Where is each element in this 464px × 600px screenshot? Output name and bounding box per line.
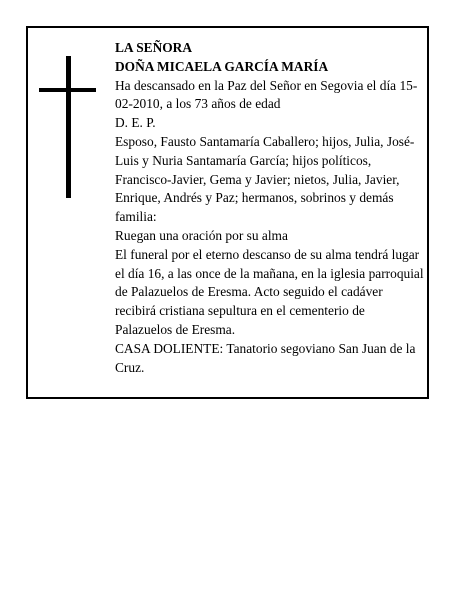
funeral-paragraph: El funeral por el eterno descanso de su alma tendrá lugar el día 16, a las once de la mañana, en la iglesia parroquial de Palazuelos de Eresma. Acto seguido el cadáver recibirá cristiana sepultura en el cementerio de Palazuelos de Eresma. [115,246,424,337]
obituary-notice [26,26,429,399]
deceased-name: DOÑA MICAELA GARCÍA MARÍA [115,58,329,74]
prayer-request: Ruegan una oración por su alma [115,227,288,243]
casa-doliente: CASA DOLIENTE: Tanatorio segoviano San Juan de la Cruz. [115,340,416,375]
family-paragraph: Esposo, Fausto Santamaría Caballero; hijos, Julia, José-Luis y Nuria Santamaría García; hijos políticos, Francisco-Javier, Gema y Javier; nietos, Julia, Javier, Enrique, Andrés y Paz; hermanos, sobrinos y demás familia: [115,133,415,225]
cross-horizontal-bar [39,88,96,92]
death-statement: Ha descansado en la Paz del Señor en Segovia el día 15-02-2010, a los 73 años de edad [115,77,418,112]
notice-heading: LA SEÑORA [115,40,193,55]
cross-vertical-bar [66,56,71,198]
notice-text [115,39,424,377]
dep-line: D. E. P. [115,115,156,131]
